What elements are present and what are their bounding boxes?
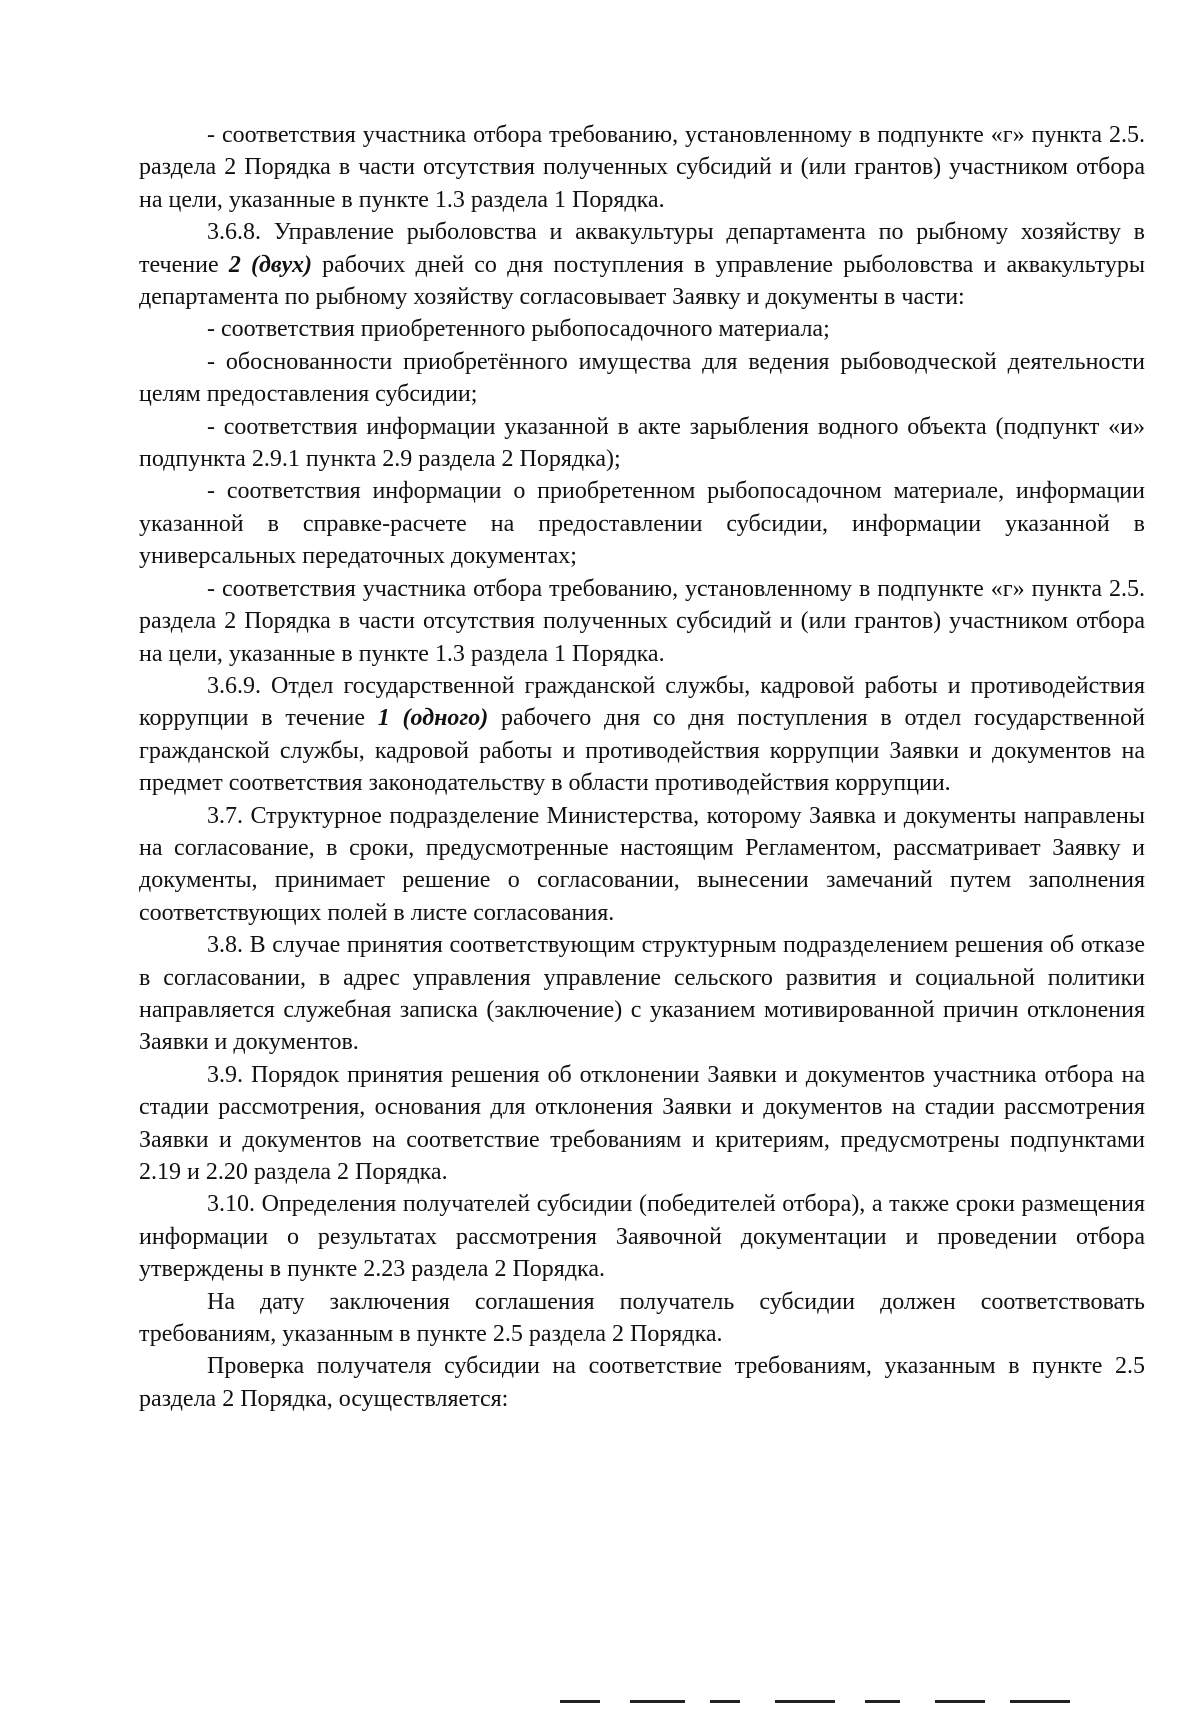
paragraph-p6 (139, 475, 1145, 572)
scan-mark (935, 1700, 985, 1703)
paragraph-p7 (139, 573, 1145, 670)
paragraph-p3 (139, 313, 1145, 345)
paragraph-text: - соответствия информации о приобретенном рыбопосадочном материале, информации указанной в справке-расчете на предоставлении субсидии, информации указанной в универсальных передаточных документах; (139, 478, 1145, 570)
paragraph-text: рабочего дня со дня поступления в отдел государственной гражданской службы, кадровой работы и противодействия коррупции Заявки и документов на предмет соответствия законодательству в области противодействия коррупции. (139, 705, 1146, 797)
paragraph-p4 (139, 346, 1145, 411)
document-body (139, 119, 1145, 1415)
paragraph-text: - соответствия участника отбора требованию, установленному в подпункте «г» пункта 2.5. раздела 2 Порядка в части отсутствия полученных субсидий и (или грантов) участником отбора на цели, указанные в пункте 1.3 раздела 1 Порядка. (139, 122, 1145, 213)
paragraph-text: 3.10. Определения получателей субсидии (победителей отбора), а также сроки размещения информации о результатах рассмотрения Заявочной документации и проведении отбора утверждены в пункте 2.23 раздела 2 Порядка. (139, 1191, 1145, 1283)
scan-mark (865, 1700, 900, 1703)
paragraph-p13 (139, 1286, 1145, 1351)
emphasized-term: 1 (одного) (377, 705, 489, 732)
paragraph-text: - соответствия приобретенного рыбопосадочного материала; (207, 316, 830, 343)
paragraph-p1 (139, 119, 1145, 216)
paragraph-p11 (139, 1059, 1145, 1189)
paragraph-text: На дату заключения соглашения получатель субсидии должен соответствовать требованиям, указанным в пункте 2.5 раздела 2 Порядка. (139, 1288, 1145, 1348)
paragraph-text: 3.7. Структурное подразделение Министерства, которому Заявка и документы направлены на согласование, в сроки, предусмотренные настоящим Регламентом, рассматривает Заявку и документы, принимает решение о согласовании, вынесении замечаний путем заполнения соответствующих полей в листе согласования. (139, 802, 1145, 926)
scan-mark (1010, 1700, 1070, 1703)
paragraph-text: - соответствия участника отбора требованию, установленному в подпункте «г» пункта 2.5. раздела 2 Порядка в части отсутствия полученных субсидий и (или грантов) участником отбора на цели, указанные в пункте 1.3 раздела 1 Порядка. (139, 575, 1145, 667)
paragraph-p2 (139, 216, 1145, 313)
paragraph-text: 3.8. В случае принятия соответствующим структурным подразделением решения об отказе в согласовании, в адрес управления управление сельского развития и социальной политики направляется служебная записка (заключение) с указанием мотивированной причин отклонения Заявки и документов. (139, 932, 1145, 1056)
paragraph-text: - соответствия информации указанной в акте зарыбления водного объекта (подпункт «и» подпункта 2.9.1 пункта 2.9 раздела 2 Порядка); (139, 413, 1145, 473)
emphasized-term: 2 (двух) (228, 251, 312, 278)
paragraph-text: рабочих дней со дня поступления в управление рыболовства и аквакультуры департамента по рыбному хозяйству согласовывает Заявку и документы в части: (139, 251, 1146, 311)
paragraph-p9 (139, 800, 1145, 930)
scan-mark (710, 1700, 740, 1703)
paragraph-text: 3.6.9. Отдел государственной гражданской службы, кадровой работы и противодействия коррупции в течение (139, 672, 1145, 732)
paragraph-p10 (139, 929, 1145, 1059)
paragraph-text: Проверка получателя субсидии на соответствие требованиям, указанным в пункте 2.5 раздела 2 Порядка, осуществляется: (139, 1353, 1145, 1412)
paragraph-p12 (139, 1188, 1145, 1285)
scan-mark (775, 1700, 835, 1703)
scan-mark (560, 1700, 600, 1703)
scan-edge-artifacts (560, 1700, 1080, 1703)
paragraph-p14 (139, 1350, 1145, 1415)
paragraph-text: - обоснованности приобретённого имущества для ведения рыбоводческой деятельности целям предоставления субсидии; (139, 348, 1145, 408)
paragraph-p5 (139, 411, 1145, 476)
paragraph-text: 3.9. Порядок принятия решения об отклонении Заявки и документов участника отбора на стадии рассмотрения, основания для отклонения Заявки и документов на стадии рассмотрения Заявки и документов на соответствие требованиям и критериям, предусмотрены подпунктами 2.19 и 2.20 раздела 2 Порядка. (139, 1061, 1145, 1185)
paragraph-text: 3.6.8. Управление рыболовства и аквакультуры департамента по рыбному хозяйству в течение (139, 219, 1145, 278)
paragraph-p8 (139, 670, 1145, 800)
scan-mark (630, 1700, 685, 1703)
